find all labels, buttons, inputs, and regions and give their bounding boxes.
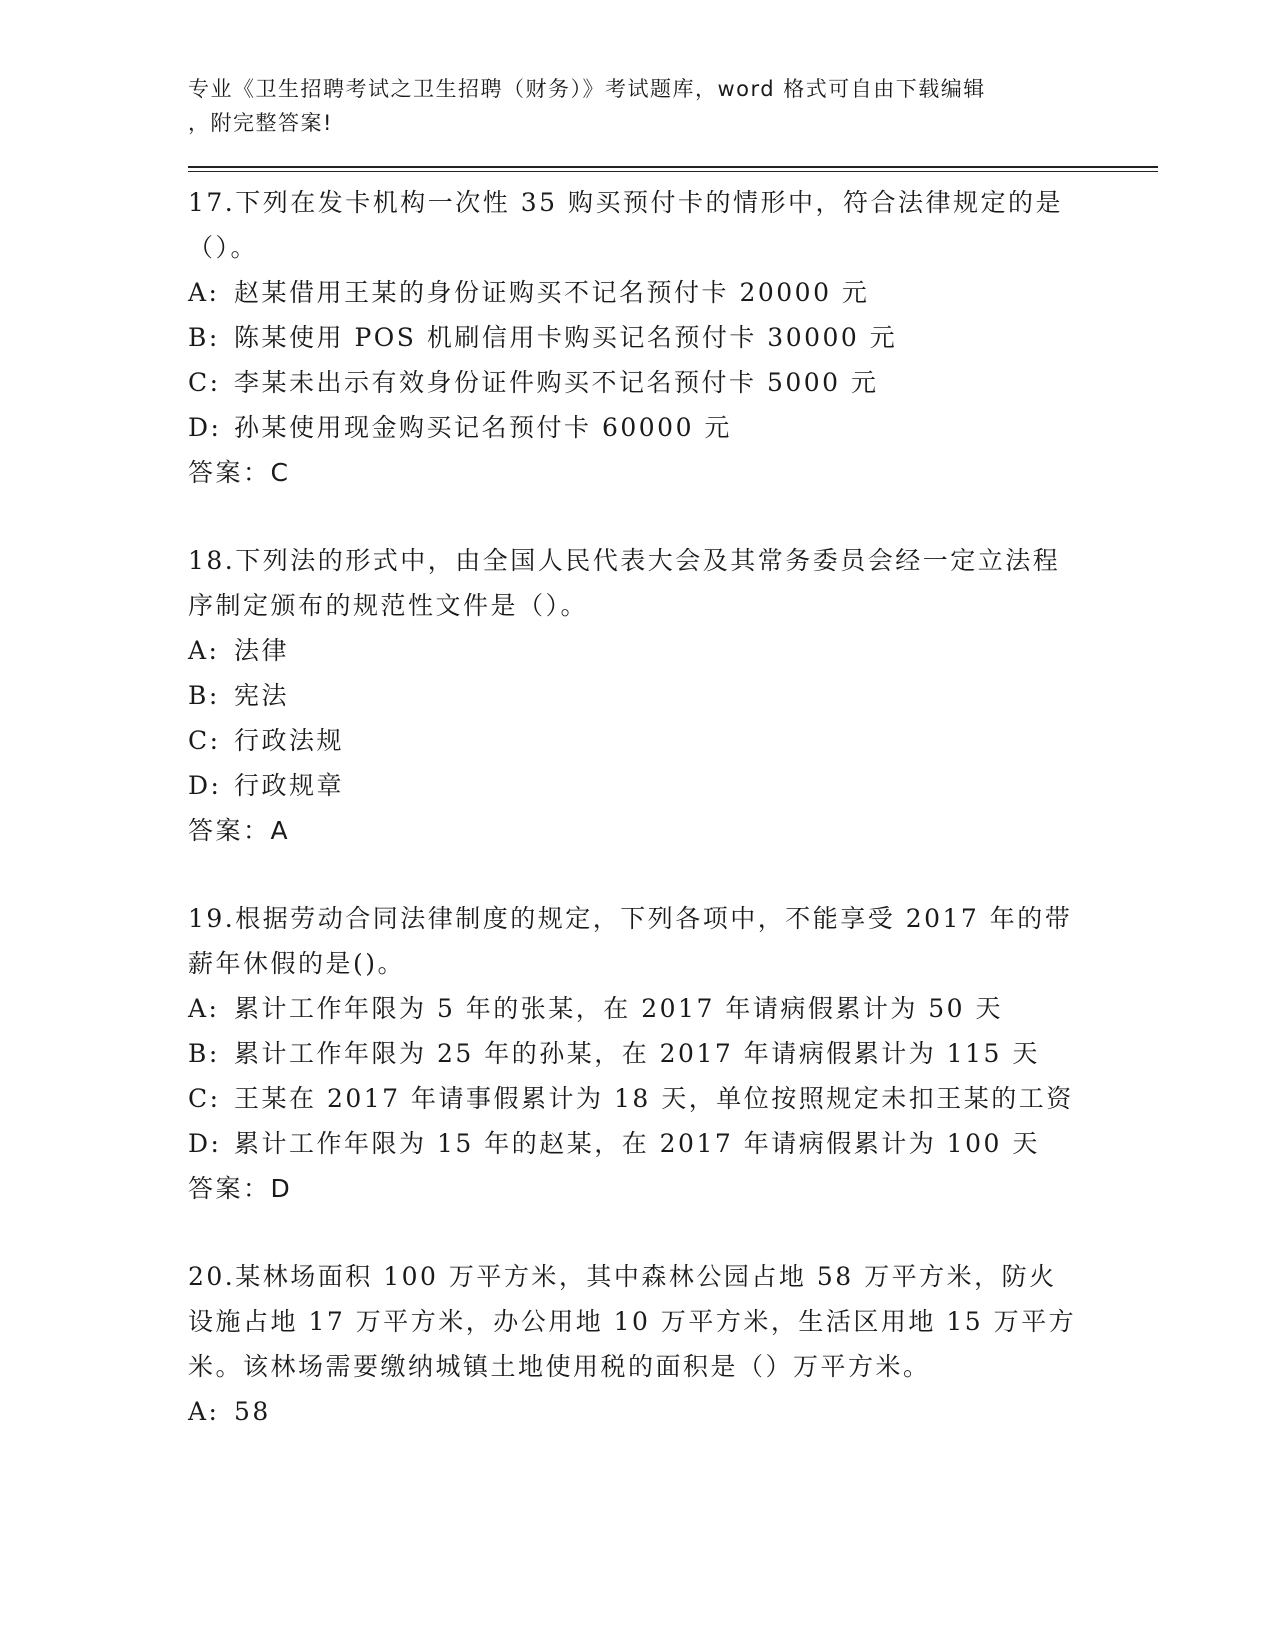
- header-line-2: ，附完整答案!: [188, 111, 333, 135]
- header-divider: [188, 166, 1158, 172]
- answer-line: 答案：C: [188, 458, 291, 487]
- option-letter: C:: [188, 726, 221, 755]
- option-text: 累计工作年限为 15 年的赵某，在 2017 年请病假累计为 100 天: [234, 1129, 1040, 1158]
- answer-line: 答案：A: [188, 816, 291, 845]
- option-letter: A:: [188, 636, 220, 665]
- question-20: [188, 1254, 1158, 1434]
- option-letter: D:: [188, 413, 222, 442]
- option-text: 行政法规: [234, 726, 345, 755]
- option-text: 累计工作年限为 25 年的孙某，在 2017 年请病假累计为 115 天: [234, 1039, 1040, 1068]
- question-stem: 17.下列在发卡机构一次性 35 购买预付卡的情形中，符合法律规定的是（）。: [188, 188, 1063, 262]
- option-text: 宪法: [234, 681, 290, 710]
- option-text: 行政规章: [234, 771, 345, 800]
- option-a: [188, 628, 1158, 673]
- answer-line: 答案：D: [188, 1174, 293, 1203]
- option-letter: A:: [188, 1397, 220, 1426]
- option-d: [188, 763, 1158, 808]
- option-d: [188, 405, 1158, 450]
- option-text: 王某在 2017 年请事假累计为 18 天，单位按照规定未扣王某的工资: [234, 1084, 1074, 1113]
- option-c: [188, 1076, 1158, 1121]
- option-a: [188, 270, 1158, 315]
- option-b: [188, 673, 1158, 718]
- option-text: 法律: [234, 636, 290, 665]
- option-letter: A:: [188, 994, 220, 1023]
- option-b: [188, 315, 1158, 360]
- document-header: [188, 72, 1068, 140]
- question-stem: 20.某林场面积 100 万平方米，其中森林公园占地 58 万平方米，防火设施占地 17 万平方米，办公用地 10 万平方米，生活区用地 15 万平方米。该林场需要缴纳城镇土地使用税的面积是（）万平方米。: [188, 1262, 1077, 1381]
- option-a: [188, 986, 1158, 1031]
- question-17: [188, 180, 1158, 495]
- option-text: 累计工作年限为 5 年的张某，在 2017 年请病假累计为 50 天: [234, 994, 1004, 1023]
- option-letter: B:: [188, 681, 220, 710]
- header-line-1: 专业《卫生招聘考试之卫生招聘（财务）》考试题库，word 格式可自由下载编辑: [188, 77, 986, 101]
- option-letter: C:: [188, 368, 221, 397]
- option-text: 58: [234, 1397, 271, 1426]
- document-page: [188, 72, 1158, 1434]
- option-letter: B:: [188, 1039, 220, 1068]
- option-a: [188, 1389, 1158, 1434]
- option-text: 李某未出示有效身份证件购买不记名预付卡 5000 元: [234, 368, 879, 397]
- option-text: 陈某使用 POS 机刷信用卡购买记名预付卡 30000 元: [234, 323, 898, 352]
- option-letter: B:: [188, 323, 220, 352]
- option-letter: C:: [188, 1084, 221, 1113]
- option-d: [188, 1121, 1158, 1166]
- question-stem: 19.根据劳动合同法律制度的规定，下列各项中，不能享受 2017 年的带薪年休假的是()。: [188, 904, 1073, 978]
- question-19: [188, 896, 1158, 1211]
- option-text: 赵某借用王某的身份证购买不记名预付卡 20000 元: [234, 278, 870, 307]
- option-c: [188, 360, 1158, 405]
- option-letter: D:: [188, 1129, 222, 1158]
- option-letter: A:: [188, 278, 220, 307]
- question-18: [188, 538, 1158, 853]
- question-stem: 18.下列法的形式中，由全国人民代表大会及其常务委员会经一定立法程序制定颁布的规范性文件是（）。: [188, 546, 1061, 620]
- option-b: [188, 1031, 1158, 1076]
- option-text: 孙某使用现金购买记名预付卡 60000 元: [234, 413, 732, 442]
- option-c: [188, 718, 1158, 763]
- option-letter: D:: [188, 771, 222, 800]
